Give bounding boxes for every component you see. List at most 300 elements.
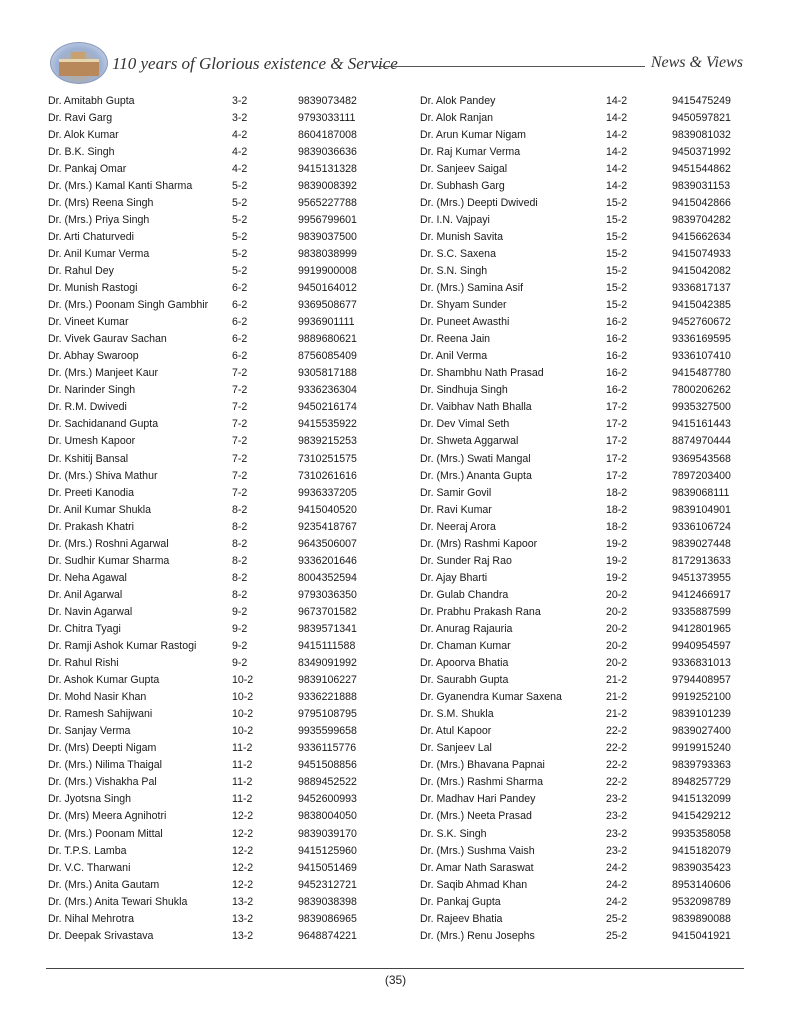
right-date: 21-2	[606, 691, 628, 704]
left-name: Dr. Munish Rastogi	[48, 282, 138, 295]
right-phone: 9839890088	[672, 912, 731, 925]
right-name: Dr. Sunder Raj Rao	[420, 554, 512, 567]
left-phone: 9793033111	[298, 111, 356, 124]
left-date: 13-2	[232, 929, 254, 942]
left-name: Dr. (Mrs.) Poonam Mittal	[48, 827, 163, 840]
left-name: Dr. Anil Kumar Shukla	[48, 503, 152, 516]
right-date: 23-2	[606, 844, 628, 857]
right-name: Dr. Ajay Bharti	[420, 571, 488, 584]
table-row	[48, 825, 748, 842]
right-phone: 8172913633	[672, 554, 731, 567]
left-name: Dr. Sudhir Kumar Sharma	[48, 554, 170, 567]
table-row	[48, 467, 748, 484]
right-date: 20-2	[606, 622, 628, 635]
left-phone: 8604187008	[298, 128, 357, 141]
left-name: Dr. Ramesh Sahijwani	[48, 708, 153, 721]
right-date: 17-2	[606, 401, 628, 414]
right-name: Dr. Pankaj Gupta	[420, 895, 501, 908]
left-phone: 9919900008	[298, 264, 357, 277]
right-date: 16-2	[606, 333, 628, 346]
left-date: 9-2	[232, 622, 248, 635]
right-name: Dr. Shyam Sunder	[420, 299, 507, 312]
right-name: Dr. Alok Ranjan	[420, 111, 494, 124]
right-phone: 9839793363	[672, 759, 731, 772]
right-date: 17-2	[606, 418, 628, 431]
left-name: Dr. Mohd Nasir Khan	[48, 691, 147, 704]
left-name: Dr. B.K. Singh	[48, 145, 115, 158]
right-name: Dr. Gyanendra Kumar Saxena	[420, 691, 562, 704]
left-phone: 9889452522	[298, 776, 357, 789]
right-phone: 9415074933	[672, 247, 731, 260]
table-row	[48, 382, 748, 399]
left-phone: 9452312721	[298, 878, 357, 891]
table-row	[48, 672, 748, 689]
right-date: 22-2	[606, 725, 628, 738]
left-phone: 7310251575	[298, 452, 357, 465]
right-name: Dr. Neeraj Arora	[420, 520, 496, 533]
left-name: Dr. Abhay Swaroop	[48, 350, 139, 363]
right-phone: 9336817137	[672, 282, 731, 295]
right-name: Dr. (Mrs.) Swati Mangal	[420, 452, 531, 465]
left-phone: 9450216174	[298, 401, 357, 414]
right-phone: 9415041921	[672, 929, 731, 942]
right-date: 15-2	[606, 213, 628, 226]
left-date: 11-2	[232, 793, 253, 806]
left-date: 7-2	[232, 486, 248, 499]
header-divider	[372, 66, 645, 67]
right-name: Dr. Saqib Ahmad Khan	[420, 878, 528, 891]
left-date: 9-2	[232, 657, 248, 670]
left-phone: 9839571341	[298, 622, 357, 635]
left-name: Dr. Vivek Gaurav Sachan	[48, 333, 167, 346]
right-date: 22-2	[606, 742, 628, 755]
right-name: Dr. S.C. Saxena	[420, 247, 496, 260]
table-row	[48, 416, 748, 433]
table-row	[48, 348, 748, 365]
left-name: Dr. Anil Agarwal	[48, 588, 123, 601]
table-row	[48, 331, 748, 348]
right-phone: 9935327500	[672, 401, 731, 414]
left-phone: 8756085409	[298, 350, 357, 363]
left-name: Dr. Rahul Dey	[48, 264, 114, 277]
table-row	[48, 518, 748, 535]
left-name: Dr. (Mrs.) Poonam Singh Gambhir	[48, 299, 209, 312]
right-name: Dr. (Mrs) Rashmi Kapoor	[420, 537, 538, 550]
right-date: 15-2	[606, 264, 628, 277]
table-row	[48, 262, 748, 279]
left-name: Dr. Amitabh Gupta	[48, 94, 135, 107]
right-name: Dr. Ravi Kumar	[420, 503, 492, 516]
table-row	[48, 228, 748, 245]
right-phone: 9415662634	[672, 230, 731, 243]
table-row	[48, 177, 748, 194]
table-row	[48, 638, 748, 655]
left-phone: 7310261616	[298, 469, 357, 482]
directory-table-wrapper	[48, 92, 748, 944]
right-phone: 9919915240	[672, 742, 731, 755]
right-name: Dr. Samir Govil	[420, 486, 492, 499]
table-row	[48, 535, 748, 552]
left-phone: 9415125960	[298, 844, 357, 857]
left-name: Dr. Arti Chaturvedi	[48, 230, 134, 243]
table-row	[48, 92, 748, 109]
left-name: Dr. (Mrs) Deepti Nigam	[48, 742, 157, 755]
right-name: Dr. Amar Nath Saraswat	[420, 861, 534, 874]
left-date: 7-2	[232, 384, 248, 397]
left-name: Dr. Narinder Singh	[48, 384, 136, 397]
left-phone: 9415131328	[298, 162, 357, 175]
left-date: 9-2	[232, 640, 248, 653]
right-phone: 9839031153	[672, 179, 731, 192]
right-phone: 9532098789	[672, 895, 731, 908]
left-phone: 9795108795	[298, 708, 357, 721]
right-name: Dr. (Mrs.) Renu Josephs	[420, 929, 535, 942]
right-phone: 9919252100	[672, 691, 731, 704]
left-date: 8-2	[232, 537, 248, 550]
right-phone: 8874970444	[672, 435, 731, 448]
left-phone: 9936901111	[298, 316, 355, 329]
left-date: 3-2	[232, 111, 248, 124]
right-phone: 9412466917	[672, 588, 731, 601]
right-name: Dr. S.N. Singh	[420, 264, 488, 277]
left-date: 7-2	[232, 367, 248, 380]
table-row	[48, 297, 748, 314]
left-phone: 9336115776	[298, 742, 357, 755]
left-date: 13-2	[232, 895, 254, 908]
right-name: Dr. Arun Kumar Nigam	[420, 128, 526, 141]
right-name: Dr. Munish Savita	[420, 230, 504, 243]
right-date: 17-2	[606, 435, 628, 448]
left-phone: 9305817188	[298, 367, 357, 380]
right-date: 15-2	[606, 299, 628, 312]
left-date: 7-2	[232, 469, 248, 482]
left-phone: 8349091992	[298, 657, 357, 670]
left-name: Dr. (Mrs.) Nilima Thaigal	[48, 759, 162, 772]
right-phone: 9839027448	[672, 537, 731, 550]
left-date: 3-2	[232, 94, 248, 107]
left-name: Dr. T.P.S. Lamba	[48, 844, 127, 857]
page-header	[0, 0, 791, 90]
right-date: 16-2	[606, 316, 628, 329]
right-date: 14-2	[606, 111, 628, 124]
right-phone: 9839081032	[672, 128, 731, 141]
right-date: 20-2	[606, 588, 628, 601]
right-phone: 9415487780	[672, 367, 731, 380]
right-name: Dr. Puneet Awasthi	[420, 316, 510, 329]
right-name: Dr. Alok Pandey	[420, 94, 496, 107]
right-date: 15-2	[606, 247, 628, 260]
left-name: Dr. R.M. Dwivedi	[48, 401, 127, 414]
right-phone: 9839027400	[672, 725, 731, 738]
table-row	[48, 365, 748, 382]
right-phone: 9415161443	[672, 418, 731, 431]
left-name: Dr. (Mrs.) Anita Gautam	[48, 878, 160, 891]
left-phone: 9838038999	[298, 247, 357, 260]
right-phone: 9369543568	[672, 452, 731, 465]
right-phone: 9450597821	[672, 111, 731, 124]
right-phone: 9452760672	[672, 316, 731, 329]
left-phone: 9839106227	[298, 674, 357, 687]
right-name: Dr. Chaman Kumar	[420, 640, 511, 653]
left-phone: 9450164012	[298, 282, 357, 295]
left-name: Dr. Vineet Kumar	[48, 316, 129, 329]
table-row	[48, 893, 748, 910]
left-date: 12-2	[232, 844, 254, 857]
left-name: Dr. (Mrs.) Roshni Agarwal	[48, 537, 169, 550]
right-phone: 9415475249	[672, 94, 731, 107]
right-date: 18-2	[606, 520, 628, 533]
right-phone: 9415042082	[672, 264, 731, 277]
right-name: Dr. Apoorva Bhatia	[420, 657, 509, 670]
left-name: Dr. (Mrs.) Kamal Kanti Sharma	[48, 179, 193, 192]
left-phone: 9936337205	[298, 486, 357, 499]
left-phone: 9956799601	[298, 213, 357, 226]
right-date: 17-2	[606, 452, 628, 465]
left-phone: 9415111588	[298, 640, 356, 653]
right-name: Dr. Shambhu Nath Prasad	[420, 367, 544, 380]
left-phone: 9565227788	[298, 196, 357, 209]
left-date: 4-2	[232, 162, 248, 175]
right-name: Dr. (Mrs.) Samina Asif	[420, 282, 524, 295]
left-date: 10-2	[232, 725, 254, 738]
left-name: Dr. Nihal Mehrotra	[48, 912, 134, 925]
right-date: 18-2	[606, 503, 628, 516]
left-name: Dr. Sachidanand Gupta	[48, 418, 159, 431]
table-row	[48, 791, 748, 808]
left-date: 8-2	[232, 520, 248, 533]
right-name: Dr. I.N. Vajpayi	[420, 213, 490, 226]
left-date: 12-2	[232, 878, 254, 891]
table-row	[48, 774, 748, 791]
right-phone: 9935358058	[672, 827, 731, 840]
left-phone: 9415535922	[298, 418, 357, 431]
left-name: Dr. Alok Kumar	[48, 128, 119, 141]
right-name: Dr. Raj Kumar Verma	[420, 145, 521, 158]
left-phone: 9451508856	[298, 759, 357, 772]
right-name: Dr. Gulab Chandra	[420, 588, 509, 601]
right-date: 23-2	[606, 827, 628, 840]
right-name: Dr. Shweta Aggarwal	[420, 435, 519, 448]
right-phone: 9412801965	[672, 622, 731, 635]
right-date: 15-2	[606, 282, 628, 295]
table-row	[48, 314, 748, 331]
right-phone: 9415182079	[672, 844, 731, 857]
left-name: Dr. Ashok Kumar Gupta	[48, 674, 160, 687]
right-date: 19-2	[606, 554, 628, 567]
table-row	[48, 194, 748, 211]
left-date: 12-2	[232, 861, 254, 874]
right-phone: 9794408957	[672, 674, 731, 687]
table-row	[48, 484, 748, 501]
right-name: Dr. Prabhu Prakash Rana	[420, 605, 541, 618]
left-phone: 8004352594	[298, 571, 357, 584]
right-date: 25-2	[606, 929, 628, 942]
table-row	[48, 245, 748, 262]
right-date: 14-2	[606, 179, 628, 192]
left-phone: 9643506007	[298, 537, 357, 550]
right-date: 16-2	[606, 367, 628, 380]
table-row	[48, 126, 748, 143]
table-row	[48, 723, 748, 740]
right-date: 22-2	[606, 759, 628, 772]
right-name: Dr. (Mrs.) Sushma Vaish	[420, 844, 535, 857]
right-date: 16-2	[606, 384, 628, 397]
right-date: 25-2	[606, 912, 628, 925]
table-row	[48, 910, 748, 927]
left-name: Dr. (Mrs) Reena Singh	[48, 196, 154, 209]
left-name: Dr. (Mrs) Meera Agnihotri	[48, 810, 167, 823]
left-date: 5-2	[232, 213, 248, 226]
right-phone: 9450371992	[672, 145, 731, 158]
right-date: 16-2	[606, 350, 628, 363]
right-name: Dr. Sindhuja Singh	[420, 384, 508, 397]
left-phone: 9235418767	[298, 520, 357, 533]
right-phone: 7800206262	[672, 384, 731, 397]
left-name: Dr. Deepak Srivastava	[48, 929, 154, 942]
left-phone: 9889680621	[298, 333, 357, 346]
table-row	[48, 450, 748, 467]
left-date: 10-2	[232, 708, 254, 721]
left-date: 5-2	[232, 230, 248, 243]
left-name: Dr. Rahul Rishi	[48, 657, 119, 670]
left-phone: 9839036636	[298, 145, 357, 158]
left-date: 7-2	[232, 418, 248, 431]
right-date: 24-2	[606, 878, 628, 891]
left-date: 6-2	[232, 282, 248, 295]
table-row	[48, 808, 748, 825]
table-row	[48, 501, 748, 518]
left-date: 10-2	[232, 691, 254, 704]
right-date: 22-2	[606, 776, 628, 789]
table-row	[48, 689, 748, 706]
right-phone: 9839704282	[672, 213, 731, 226]
right-name: Dr. Sanjeev Lal	[420, 742, 492, 755]
right-name: Dr. Dev Vimal Seth	[420, 418, 510, 431]
table-row	[48, 109, 748, 126]
left-phone: 9839086965	[298, 912, 357, 925]
left-date: 12-2	[232, 827, 254, 840]
right-name: Dr. Vaibhav Nath Bhalla	[420, 401, 532, 414]
left-name: Dr. (Mrs.) Shiva Mathur	[48, 469, 158, 482]
left-phone: 9336221888	[298, 691, 357, 704]
right-date: 14-2	[606, 128, 628, 141]
right-phone: 9415429212	[672, 810, 731, 823]
left-phone: 9648874221	[298, 929, 357, 942]
left-date: 8-2	[232, 571, 248, 584]
right-name: Dr. (Mrs.) Ananta Gupta	[420, 469, 532, 482]
right-phone: 9336831013	[672, 657, 731, 670]
right-name: Dr. S.K. Singh	[420, 827, 487, 840]
left-phone: 9839038398	[298, 895, 357, 908]
left-date: 9-2	[232, 605, 248, 618]
left-date: 8-2	[232, 588, 248, 601]
left-phone: 9935599658	[298, 725, 357, 738]
right-date: 24-2	[606, 861, 628, 874]
right-date: 14-2	[606, 94, 628, 107]
building-logo-icon	[50, 42, 108, 84]
right-phone: 9415132099	[672, 793, 731, 806]
table-row	[48, 160, 748, 177]
left-date: 11-2	[232, 742, 253, 755]
right-name: Dr. Anurag Rajauria	[420, 622, 513, 635]
left-name: Dr. V.C. Tharwani	[48, 861, 131, 874]
left-date: 5-2	[232, 264, 248, 277]
left-name: Dr. Chitra Tyagi	[48, 622, 121, 635]
table-row	[48, 552, 748, 569]
table-row	[48, 586, 748, 603]
left-date: 6-2	[232, 316, 248, 329]
header-title: 110 years of Glorious existence & Service	[112, 54, 398, 73]
left-name: Dr. Pankaj Omar	[48, 162, 127, 175]
right-date: 18-2	[606, 486, 628, 499]
right-phone: 9336169595	[672, 333, 731, 346]
right-date: 20-2	[606, 657, 628, 670]
left-phone: 9839039170	[298, 827, 357, 840]
table-row	[48, 280, 748, 297]
left-date: 5-2	[232, 196, 248, 209]
table-row	[48, 569, 748, 586]
table-row	[48, 211, 748, 228]
right-name: Dr. (Mrs.) Rashmi Sharma	[420, 776, 544, 789]
right-date: 19-2	[606, 571, 628, 584]
left-name: Dr. Anil Kumar Verma	[48, 247, 150, 260]
left-name: Dr. (Mrs.) Anita Tewari Shukla	[48, 895, 188, 908]
left-phone: 9336236304	[298, 384, 357, 397]
left-phone: 9415040520	[298, 503, 357, 516]
right-date: 20-2	[606, 640, 628, 653]
page-number: (35)	[384, 973, 407, 987]
left-date: 11-2	[232, 759, 253, 772]
table-row	[48, 603, 748, 620]
right-name: Dr. Madhav Hari Pandey	[420, 793, 536, 806]
right-date: 14-2	[606, 162, 628, 175]
right-name: Dr. S.M. Shukla	[420, 708, 494, 721]
directory-body	[48, 92, 748, 944]
right-phone: 9415042385	[672, 299, 731, 312]
table-row	[48, 143, 748, 160]
right-phone: 9451544862	[672, 162, 731, 175]
right-date: 23-2	[606, 793, 628, 806]
header-section-title: News & Views	[650, 54, 743, 71]
left-name: Dr. Kshitij Bansal	[48, 452, 129, 465]
table-row	[48, 842, 748, 859]
left-name: Dr. Neha Agawal	[48, 571, 127, 584]
left-date: 5-2	[232, 179, 248, 192]
table-row	[48, 620, 748, 637]
left-name: Dr. Jyotsna Singh	[48, 793, 132, 806]
right-name: Dr. (Mrs.) Neeta Prasad	[420, 810, 532, 823]
right-date: 19-2	[606, 537, 628, 550]
left-date: 4-2	[232, 128, 248, 141]
right-date: 21-2	[606, 708, 628, 721]
left-date: 8-2	[232, 503, 248, 516]
right-date: 15-2	[606, 230, 628, 243]
right-name: Dr. Anil Verma	[420, 350, 488, 363]
right-date: 20-2	[606, 605, 628, 618]
table-row	[48, 399, 748, 416]
left-phone: 9415051469	[298, 861, 357, 874]
right-name: Dr. Atul Kapoor	[420, 725, 492, 738]
left-name: Dr. Navin Agarwal	[48, 605, 133, 618]
left-name: Dr. Umesh Kapoor	[48, 435, 136, 448]
right-phone: 9451373955	[672, 571, 731, 584]
left-date: 7-2	[232, 401, 248, 414]
left-phone: 9839037500	[298, 230, 357, 243]
left-name: Dr. Ramji Ashok Kumar Rastogi	[48, 640, 197, 653]
right-phone: 9415042866	[672, 196, 731, 209]
right-phone: 9839035423	[672, 861, 731, 874]
left-phone: 9673701582	[298, 605, 357, 618]
